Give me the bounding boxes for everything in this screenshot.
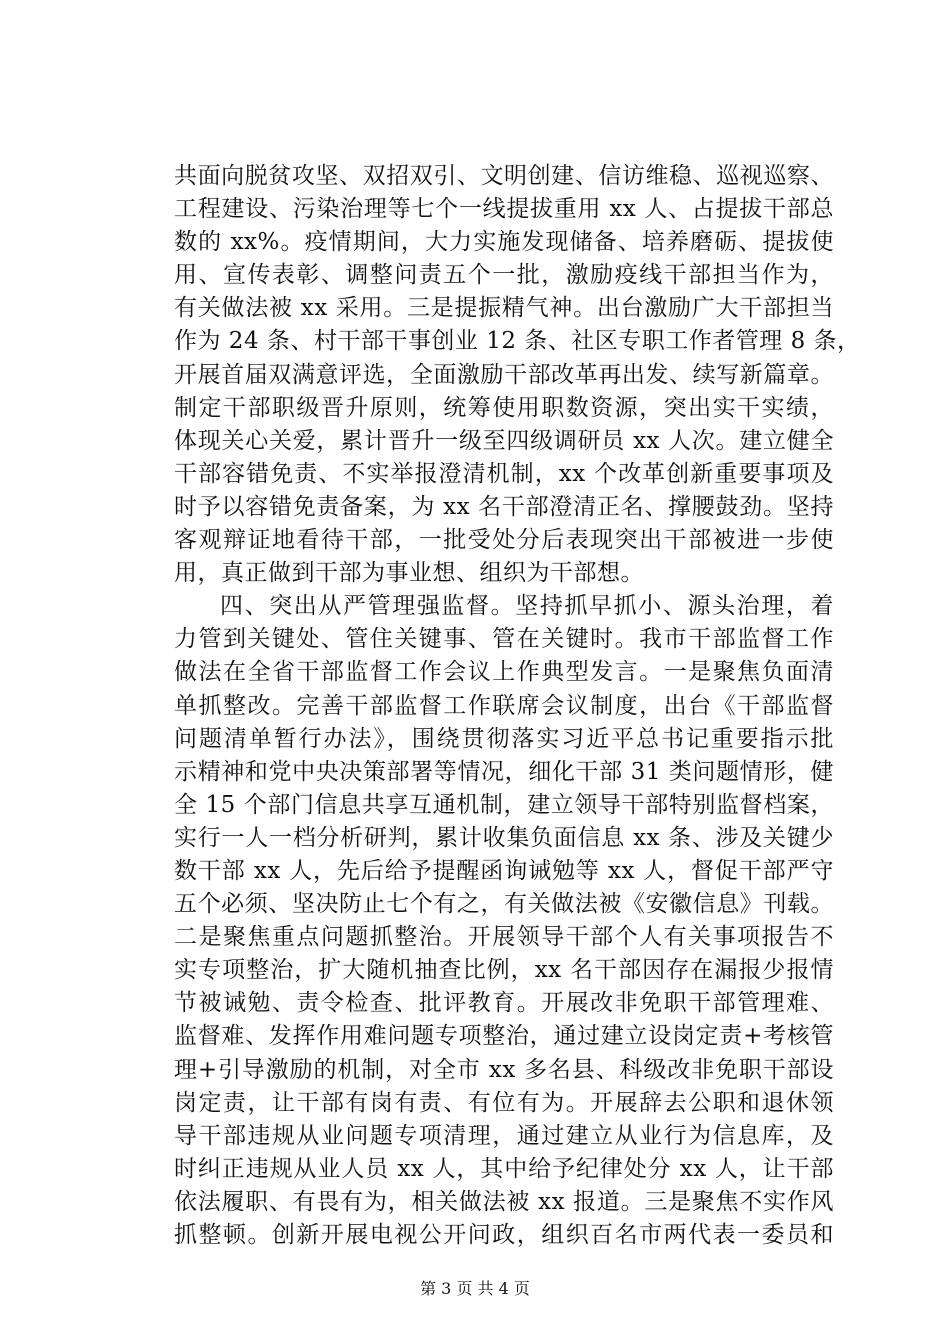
text-line: 干部容错免责、不实举报澄清机制，xx 个改革创新重要事项及 bbox=[174, 460, 834, 487]
text-line: 时予以容错免责备案，为 xx 名干部澄清正名、撑腰鼓劲。坚持 bbox=[174, 493, 834, 520]
text-line: 共面向脱贫攻坚、双招双引、文明创建、信访维稳、巡视巡察、 bbox=[174, 163, 834, 189]
text-line: 实专项整治，扩大随机抽查比例，xx 名干部因存在漏报少报情 bbox=[174, 957, 834, 984]
text-line: 时纠正违规从业人员 xx 人，其中给予纪律处分 xx 人，让干部 bbox=[174, 1155, 834, 1182]
text-line: 依法履职、有畏有为，相关做法被 xx 报道。三是聚焦不实作风 bbox=[174, 1188, 834, 1215]
text-line: 做法在全省干部监督工作会议上作典型发言。一是聚焦负面清 bbox=[174, 659, 834, 686]
text-line: 节被诫勉、责令检查、批评教育。开展改非免职干部管理难、 bbox=[174, 990, 834, 1017]
page-number-footer: 第 3 页 共 4 页 bbox=[420, 1279, 530, 1298]
text-line: 有关做法被 xx 采用。三是提振精气神。出台激励广大干部担当 bbox=[174, 295, 834, 322]
text-line: 五个必须、坚决防止七个有之，有关做法被《安徽信息》刊载。 bbox=[174, 891, 834, 918]
text-line: 数干部 xx 人，先后给予提醒函询诫勉等 xx 人，督促干部严守 bbox=[174, 857, 834, 884]
text-line: 全 15 个部门信息共享互通机制，建立领导干部特别监督档案， bbox=[174, 791, 834, 818]
text-line: 导干部违规从业问题专项清理，通过建立从业行为信息库，及 bbox=[174, 1122, 834, 1149]
text-line: 岗定责，让干部有岗有责、有位有为。开展辞去公职和退休领 bbox=[174, 1089, 834, 1116]
text-line: 作为 24 条、村干部干事创业 12 条、社区专职工作者管理 8 条， bbox=[174, 328, 861, 355]
text-line: 制定干部职级晋升原则，统筹使用职数资源，突出实干实绩， bbox=[174, 394, 834, 421]
text-line: 实行一人一档分析研判，累计收集负面信息 xx 条、涉及关键少 bbox=[174, 824, 834, 851]
text-line-paragraph-end: 用，真正做到干部为事业想、组织为干部想。 bbox=[174, 560, 644, 587]
text-line: 问题清单暂行办法》，围绕贯彻落实习近平总书记重要指示批 bbox=[174, 725, 834, 752]
text-line: 工程建设、污染治理等七个一线提拔重用 xx 人、占提拔干部总 bbox=[174, 196, 834, 223]
text-line: 单抓整改。完善干部监督工作联席会议制度，出台《干部监督 bbox=[174, 692, 834, 719]
text-line: 客观辩证地看待干部，一批受处分后表现突出干部被进一步使 bbox=[174, 527, 834, 554]
text-line: 数的 xx%。疫情期间，大力实施发现储备、培养磨砺、提拔使 bbox=[174, 229, 834, 256]
text-line: 二是聚焦重点问题抓整治。开展领导干部个人有关事项报告不 bbox=[174, 924, 834, 951]
text-line: 理+引导激励的机制，对全市 xx 多名县、科级改非免职干部设 bbox=[174, 1056, 834, 1083]
text-line-paragraph-start: 四、突出从严管理强监督。坚持抓早抓小、源头治理，着 bbox=[220, 593, 834, 620]
text-line: 用、宣传表彰、调整问责五个一批，激励疫线干部担当作为， bbox=[174, 262, 834, 289]
body-text bbox=[174, 160, 861, 1252]
text-line: 力管到关键处、管住关键事、管在关键时。我市干部监督工作 bbox=[174, 626, 834, 653]
text-line: 示精神和党中央决策部署等情况，细化干部 31 类问题情形，健 bbox=[174, 758, 834, 785]
text-line: 体现关心关爱，累计晋升一级至四级调研员 xx 人次。建立健全 bbox=[174, 427, 834, 454]
text-line: 抓整顿。创新开展电视公开问政，组织百名市两代表一委员和 bbox=[174, 1222, 834, 1248]
text-line: 监督难、发挥作用难问题专项整治，通过建立设岗定责+考核管 bbox=[174, 1023, 834, 1050]
text-line: 开展首届双满意评选，全面激励干部改革再出发、续写新篇章。 bbox=[174, 361, 834, 388]
